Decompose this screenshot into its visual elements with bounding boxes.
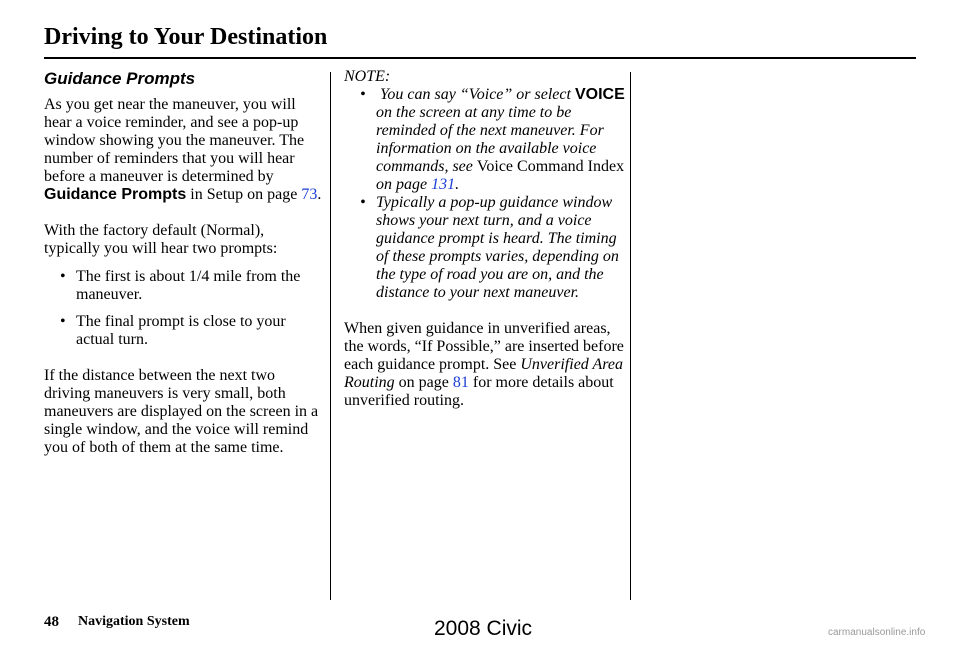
text: on the screen at any time to be reminded of the next maneuver. For information on the available voice commands, see bbox=[376, 104, 604, 175]
text: in Setup on page bbox=[186, 186, 302, 203]
list-item: • The final prompt is close to your actual turn. bbox=[60, 313, 324, 349]
reference-name: Voice Command Index bbox=[476, 158, 625, 175]
text: . bbox=[317, 186, 322, 203]
voice-button-name: VOICE bbox=[574, 86, 625, 103]
site-stamp: carmanualsonline.info bbox=[828, 627, 926, 638]
list-item: • The first is about 1/4 mile from the maneuver. bbox=[60, 268, 324, 304]
text: on page bbox=[376, 176, 432, 193]
watermark: 2008 Civic bbox=[434, 617, 533, 640]
page-title: Driving to Your Destination bbox=[44, 24, 328, 50]
page-link[interactable]: 81 bbox=[452, 374, 469, 391]
setting-name: Guidance Prompts bbox=[44, 186, 187, 203]
text: As you get near the maneuver, you will hear a voice reminder, and see a pop-up window showing you the maneuver. The number of reminders that you will hear before a maneuver is determined by bbox=[44, 96, 305, 185]
unverified-paragraph bbox=[344, 320, 626, 410]
column-divider bbox=[630, 72, 631, 600]
left-column bbox=[44, 64, 324, 475]
text: . bbox=[455, 176, 460, 193]
reference-name: Unverified Area Routing bbox=[344, 356, 624, 391]
section-heading: Guidance Prompts bbox=[44, 69, 196, 88]
right-column bbox=[344, 64, 626, 428]
text: You can say “Voice” or select bbox=[380, 86, 575, 103]
header-rule bbox=[44, 57, 916, 59]
list-item: • Typically a pop-up guidance window shows your next turn, and a voice guidance prompt is heard. The timing of these prompts varies, depending on the type of road you are on, and the distance to your next maneuver. bbox=[360, 194, 626, 302]
text: When given guidance in unverified areas, the words, “If Possible,” are inserted before each guidance prompt. See bbox=[344, 320, 624, 373]
text: on page bbox=[394, 374, 453, 391]
column-divider bbox=[330, 72, 331, 600]
intro-paragraph bbox=[44, 96, 324, 204]
page-link[interactable]: 131 bbox=[431, 176, 456, 193]
page-link[interactable]: 73 bbox=[301, 186, 318, 203]
note-list bbox=[344, 86, 626, 302]
default-paragraph: With the factory default (Normal), typically you will hear two prompts: bbox=[44, 222, 278, 257]
list-item bbox=[360, 86, 626, 194]
footer-title: Navigation System bbox=[78, 614, 190, 629]
text: for more details about unverified routing. bbox=[344, 374, 614, 409]
prompt-list bbox=[44, 268, 324, 349]
page-number: 48 bbox=[44, 614, 59, 630]
distance-paragraph: If the distance between the next two driving maneuvers is very small, both maneuvers are displayed on the screen in a single window, and the voice will remind you of both of them at the same time. bbox=[44, 367, 319, 456]
note-label: NOTE: bbox=[344, 68, 391, 85]
